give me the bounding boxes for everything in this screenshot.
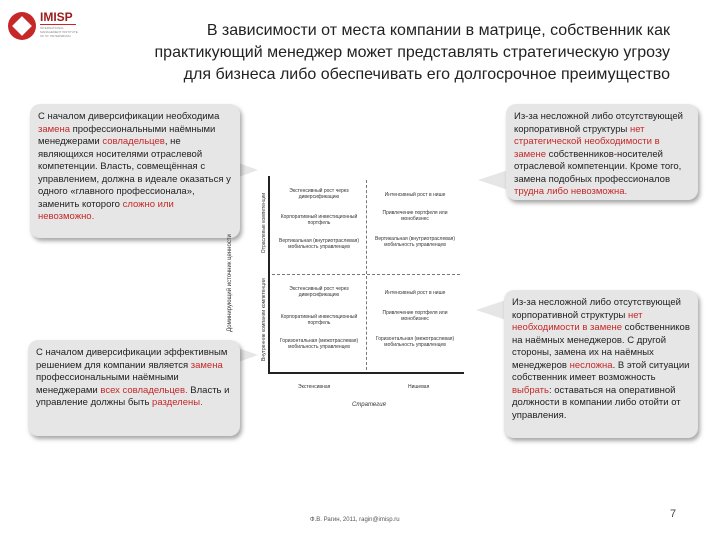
- cell-top-left-c: Вертикальная (внутриотраслевая) мобильность управленцев: [278, 238, 360, 250]
- cell-top-left-a: Экстенсивный рост через диверсификацию: [289, 188, 349, 200]
- slide-title: [110, 20, 670, 86]
- callout-top-right: Из-за несложной либо отсутствующей корпоративной структуры нет стратегической необходимости в замене собственников-носителей отраслевой компетенции. Кроме того, замена подобных профессионалов трудна либо невозможна.: [506, 104, 698, 200]
- y-label-internal: Внутренние компании компетенции: [261, 278, 267, 361]
- cell-bottom-right-c: Горизонтальная (межотраслевая) мобильность управленцев: [375, 336, 455, 348]
- strategy-matrix: [268, 176, 464, 374]
- logo-emblem-icon: [8, 12, 36, 40]
- title-line-3: для бизнеса либо обеспечивать его долгосрочное преимущество: [183, 66, 670, 83]
- cell-top-left-b: Корпоративный инвестиционный портфель: [280, 214, 358, 226]
- imisp-logo: [8, 6, 78, 58]
- cell-bottom-left-a: Экстенсивный рост через диверсификацию: [289, 286, 349, 298]
- x-axis-title: Стратегия: [352, 402, 386, 408]
- logo-divider: [40, 24, 76, 25]
- y-axis-title: Доминирующий источник ценности: [227, 234, 233, 332]
- x-label-niche: Нишевая: [408, 384, 430, 390]
- matrix-divider-vertical: [366, 180, 367, 370]
- cell-top-right-b: Привлечение портфеля или монобизнес: [382, 210, 448, 222]
- callout-top-left: С началом диверсификации необходима замена профессиональными наёмными менеджерами совладельцев, не являющихся носителями отраслевой компетенции. Власть, совмещённая с управлением, должна в идеале оказаться у одного «главного профессионала», заменить которого сложно или невозможно.: [30, 104, 240, 238]
- x-axis-line: [268, 372, 464, 374]
- title-line-2: практикующий менеджер может представлять стратегическую угрозу: [154, 44, 670, 61]
- callout-pointer-bottom-right: [476, 300, 506, 320]
- footer-credit: Ф.В. Рагин, 2011, ragin@imisp.ru: [310, 517, 400, 523]
- cell-bottom-left-c: Горизонтальная (межотраслевая) мобильность управленцев: [279, 338, 359, 350]
- y-label-industry: Отраслевые компетенции: [261, 192, 267, 254]
- title-line-1: В зависимости от места компании в матрице, собственник как: [206, 22, 670, 39]
- cell-top-right-c: Вертикальная (внутриотраслевая) мобильность управленцев: [374, 236, 456, 248]
- callout-bottom-right: Из-за несложной либо отсутствующей корпоративной структуры нет необходимости в замене собственников на наёмных менеджеров. С другой стороны, замена их на наёмных менеджеров несложна. В этой ситуации собственник имеет возможность выбрать: оставаться на оперативной должности в компании либо отойти от управления.: [504, 290, 698, 438]
- x-label-extensive: Экстенсивная: [298, 384, 331, 390]
- callout-pointer-top-right: [478, 170, 508, 190]
- cell-top-right-a: Интенсивный рост в нише: [384, 192, 446, 198]
- cell-bottom-right-b: Привлечение портфеля или монобизнес: [382, 310, 448, 322]
- page-number: 7: [670, 508, 677, 520]
- callout-bottom-left: С началом диверсификации эффективным решением для компании является замена профессиональными наёмными менеджерами всех совладельцев. Власть и управление должны быть разделены.: [28, 340, 240, 436]
- logo-name: IMISP: [40, 10, 73, 24]
- matrix-divider-horizontal: [272, 274, 460, 275]
- cell-bottom-right-a: Интенсивный рост в нише: [384, 290, 446, 296]
- cell-bottom-left-b: Корпоративный инвестиционный портфель: [280, 314, 358, 326]
- logo-subtitle: INTERNATIONAL MANAGEMENT INSTITUTE OF ST. PETERSBURG: [40, 26, 78, 38]
- y-axis-line: [268, 176, 270, 374]
